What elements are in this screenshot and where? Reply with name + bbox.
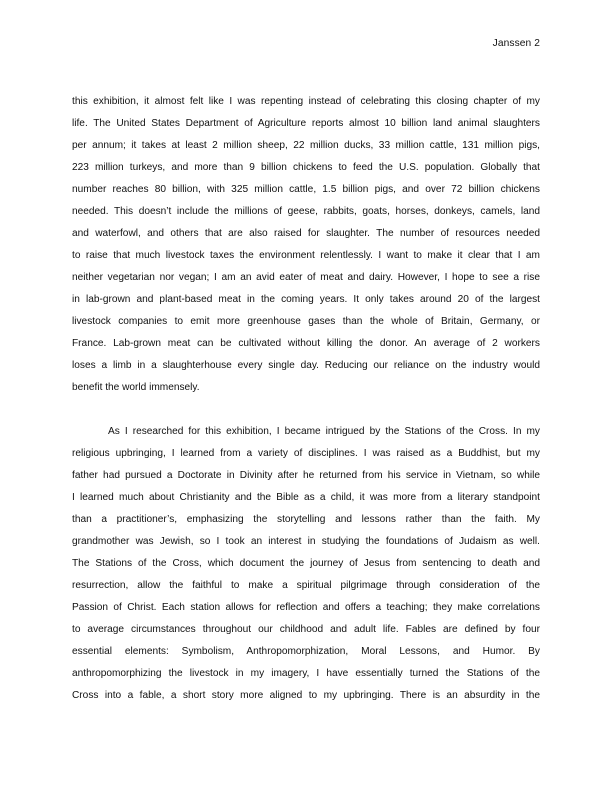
paragraph-stations [72,421,540,707]
text-line: life. The United States Department of Agriculture reports almost 10 billion land animal slaughters [72,118,540,129]
text-line: As I researched for this exhibition, I became intrigued by the Stations of the Cross. In my [108,426,540,437]
text-line: needed. This doesn’t include the millions of geese, rabbits, goats, horses, donkeys, camels, land [72,206,540,217]
text-line: livestock companies to emit more greenhouse gases than the whole of Britain, Germany, or [72,316,540,327]
text-line: The Stations of the Cross, which document the journey of Jesus from sentencing to death and [72,558,540,569]
text-line: religious upbringing, I learned from a variety of disciplines. I was raised as a Buddhist, but my [72,448,540,459]
text-line: this exhibition, it almost felt like I was repenting instead of celebrating this closing chapter of my [72,96,540,107]
text-line: benefit the world immensely. [72,382,200,393]
text-line: Cross into a fable, a short story more aligned to my upbringing. There is an absurdity in the [72,690,540,701]
text-line: loses a limb in a slaughterhouse every single day. Reducing our reliance on the industry would [72,360,540,371]
text-line: in lab-grown and plant-based meat in the coming years. It only takes around 20 of the largest [72,294,540,305]
text-line: to average circumstances throughout our childhood and adult life. Fables are defined by four [72,624,540,635]
text-line: 223 million turkeys, and more than 9 billion chickens to feed the U.S. population. Globally that [72,162,540,173]
body-text [72,91,540,707]
text-line: than a practitioner’s, emphasizing the storytelling and lessons rather than the faith. My [72,514,540,525]
text-line: France. Lab-grown meat can be cultivated without killing the donor. An average of 2 workers [72,338,540,349]
text-line: per annum; it takes at least 2 million sheep, 22 million ducks, 33 million cattle, 131 million pigs, [72,140,540,151]
text-line: I learned much about Christianity and the Bible as a child, it was more from a literary standpoint [72,492,540,503]
paragraph-livestock [72,91,540,399]
text-line: resurrection, allow the faithful to make a spiritual pilgrimage through consideration of the [72,580,540,591]
text-line: Passion of Christ. Each station allows for reflection and offers a teaching; they make correlations [72,602,540,613]
text-line: grandmother was Jewish, so I took an interest in studying the foundations of Judaism as well. [72,536,540,547]
text-line: anthropomorphizing the livestock in my imagery, I have essentially turned the Stations of the [72,668,540,679]
paragraph-gap [72,399,540,421]
text-line: number reaches 80 billion, with 325 million cattle, 1.5 billion pigs, and over 72 billion chickens [72,184,540,195]
text-line: essential elements: Symbolism, Anthropomorphization, Moral Lessons, and Humor. By [72,646,540,657]
text-line: and waterfowl, and others that are also raised for slaughter. The number of resources needed [72,228,540,239]
running-header: Janssen 2 [492,38,540,49]
text-line: to raise that much livestock taxes the environment relentlessly. I want to make it clear that I am [72,250,540,261]
text-line: neither vegetarian nor vegan; I am an avid eater of meat and dairy. However, I hope to see a rise [72,272,540,283]
text-line: father had pursued a Doctorate in Divinity after he returned from his service in Vietnam, so while [72,470,540,481]
